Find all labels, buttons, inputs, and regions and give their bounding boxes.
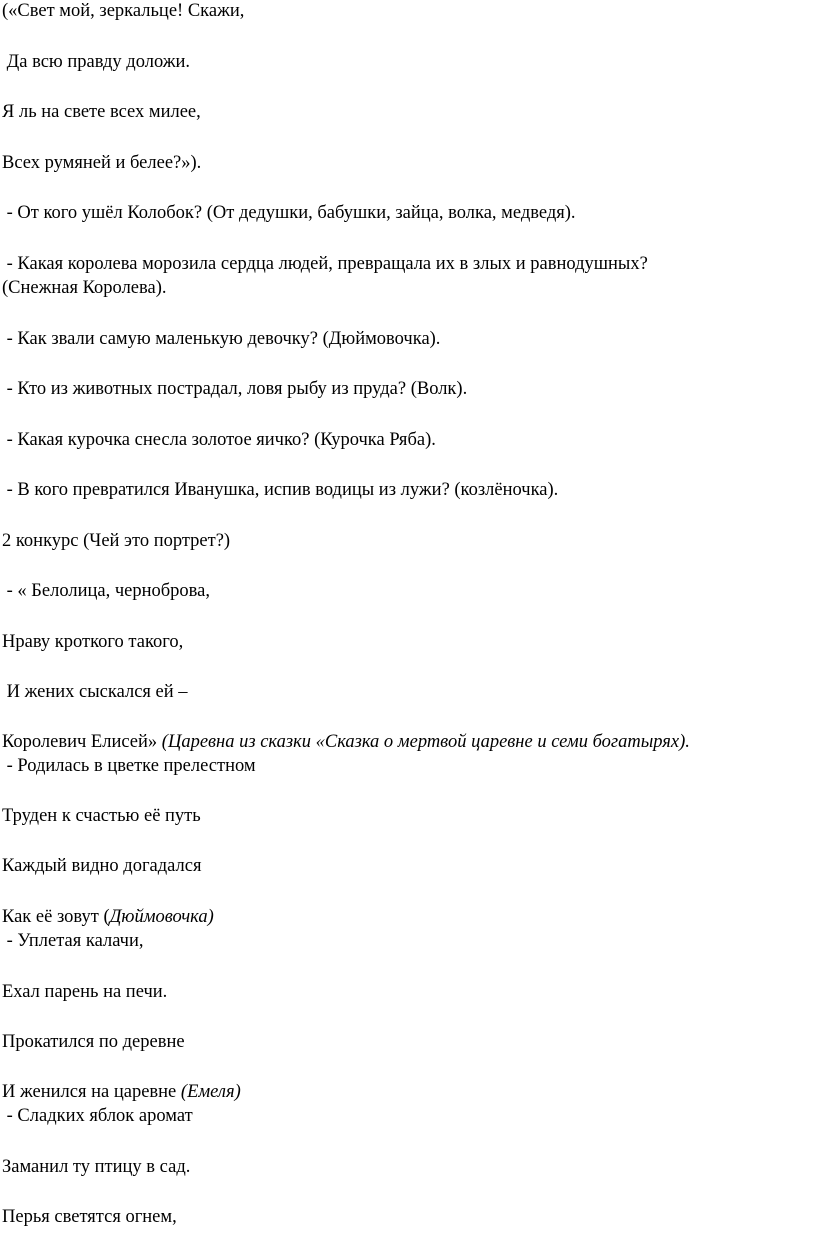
- text-line: Да всю правду доложи.: [2, 52, 191, 72]
- text-line: - От кого ушёл Колобок? (От дедушки, бабушки, зайца, волка, медведя).: [2, 203, 576, 223]
- line-text: Как её зовут (: [2, 907, 110, 927]
- answer-text: Дюймовочка): [109, 907, 214, 927]
- text-line: - Какая курочка снесла золотое яичко? (Курочка Ряба).: [2, 430, 436, 450]
- text-line: Я ль на свете всех милее,: [2, 102, 201, 122]
- text-line: (Снежная Королева).: [2, 278, 167, 298]
- text-line-emelya: [2, 1081, 241, 1103]
- text-line: - Какая королева морозила сердца людей, превращала их в злых и равнодушных?: [2, 254, 648, 274]
- text-line: - Как звали самую маленькую девочку? (Дюймовочка).: [2, 329, 441, 349]
- text-line: Каждый видно догадался: [2, 856, 202, 876]
- answer-text: (Царевна из сказки «Сказка о мертвой царевне и семи богатырях).: [161, 732, 690, 752]
- text-line: - Кто из животных пострадал, ловя рыбу из пруда? (Волк).: [2, 379, 468, 399]
- text-line-thumbelina: [2, 906, 214, 928]
- text-line: - В кого превратился Иванушка, испив водицы из лужи? (козлёночка).: [2, 480, 559, 500]
- text-line: Прокатился по деревне: [2, 1032, 185, 1052]
- text-line: Труден к счастью её путь: [2, 806, 201, 826]
- text-line: Ехал парень на печи.: [2, 982, 168, 1002]
- text-line: - Уплетая калачи,: [2, 931, 144, 951]
- text-line-elisey: [2, 731, 690, 753]
- text-line: Нраву кроткого такого,: [2, 632, 184, 652]
- line-text: Королевич Елисей»: [2, 732, 162, 752]
- answer-text: (Емеля): [180, 1082, 241, 1102]
- text-line: - « Белолица, черноброва,: [2, 581, 211, 601]
- text-line: И жених сыскался ей –: [2, 682, 188, 702]
- text-line: («Свет мой, зеркальце! Скажи,: [2, 1, 245, 21]
- line-text: И женился на царевне: [2, 1082, 181, 1102]
- text-line: Заманил ту птицу в сад.: [2, 1157, 191, 1177]
- text-line: - Сладких яблок аромат: [2, 1106, 193, 1126]
- text-line: Перья светятся огнем,: [2, 1207, 177, 1227]
- text-line: - Родилась в цветке прелестном: [2, 756, 256, 776]
- text-line: Всех румяней и белее?»).: [2, 153, 202, 173]
- text-line: 2 конкурс (Чей это портрет?): [2, 531, 231, 551]
